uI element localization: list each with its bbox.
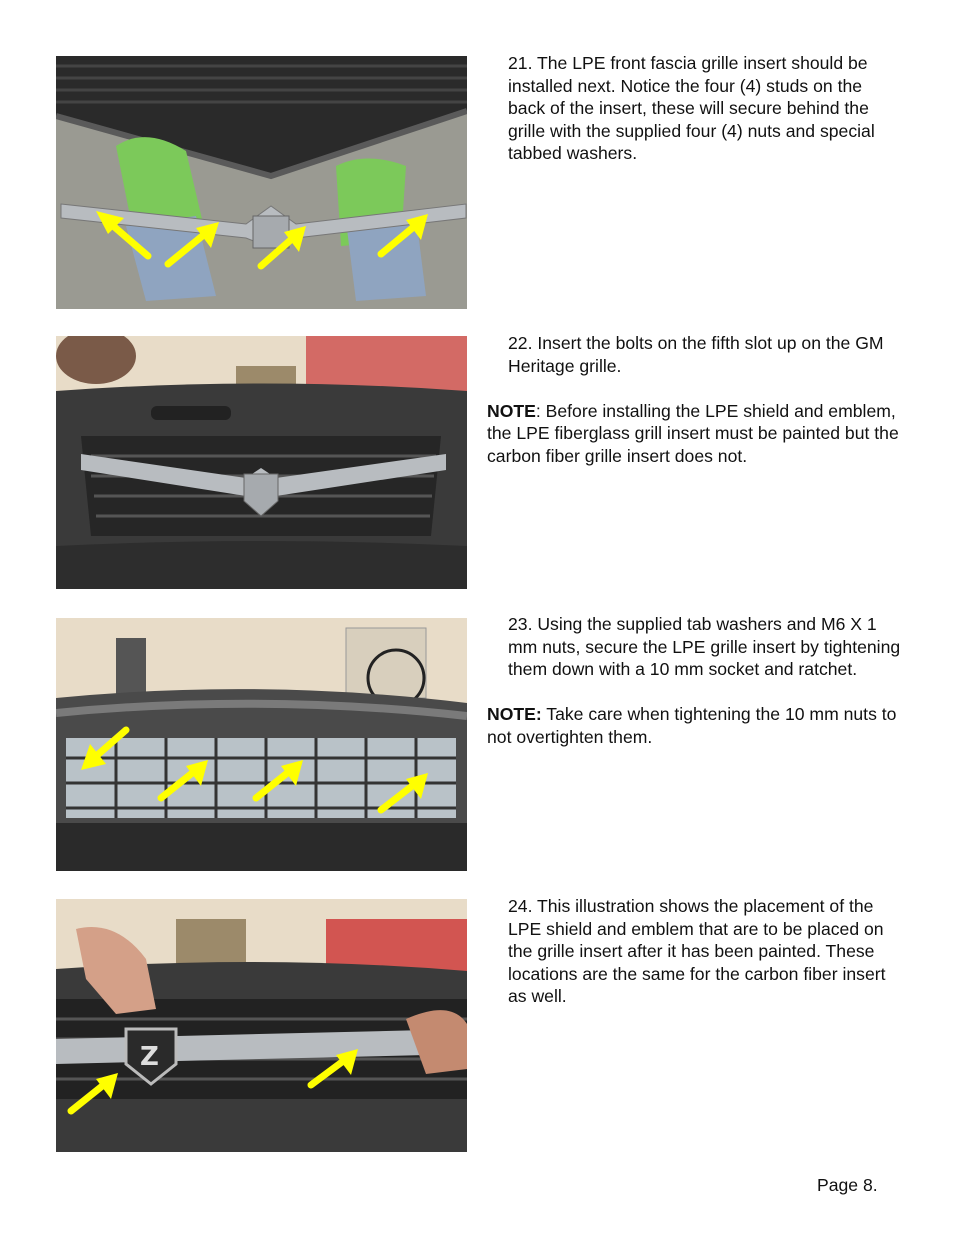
step-22-note xyxy=(487,400,902,468)
step-23-paragraph: 23. Using the supplied tab washers and M6 X 1 mm nuts, secure the LPE grille insert by tightening them down with a 10 mm socket and ratchet. xyxy=(508,614,901,679)
step-21-text xyxy=(487,52,902,187)
step-23-note xyxy=(487,703,902,748)
photo-grille-rear-nuts xyxy=(56,618,467,871)
step-24-paragraph: 24. This illustration shows the placement of the LPE shield and emblem that are to be placed on the grille insert after it has been painted. These locations are the same for the carbon fiber insert as well. xyxy=(508,896,886,1006)
page-number: Page 8. xyxy=(817,1175,878,1195)
step-21-paragraph: 21. The LPE front fascia grille insert should be installed next. Notice the four (4) studs on the back of the insert, these will secure behind the grille with the supplied four (4) nuts and special tabbed washers. xyxy=(508,53,875,163)
note-text: Take care when tightening the 10 mm nuts to not overtighten them. xyxy=(487,704,897,747)
step-22-paragraph: 22. Insert the bolts on the fifth slot up on the GM Heritage grille. xyxy=(508,333,884,376)
note-label: NOTE xyxy=(487,400,536,421)
photo-grille-insert-studs xyxy=(56,56,467,309)
note-label: NOTE: xyxy=(487,704,542,724)
step-24-text xyxy=(487,895,902,1030)
step-22-text xyxy=(487,332,902,490)
note-text: : Before installing the LPE shield and emblem, the LPE fiberglass grill insert must be painted but the carbon fiber grille insert does not. xyxy=(487,400,899,466)
photo-grille-installed xyxy=(56,336,467,589)
svg-text:Z: Z xyxy=(140,1042,159,1072)
photo-shield-emblem-placement xyxy=(56,899,467,1152)
step-23-text xyxy=(487,613,902,771)
